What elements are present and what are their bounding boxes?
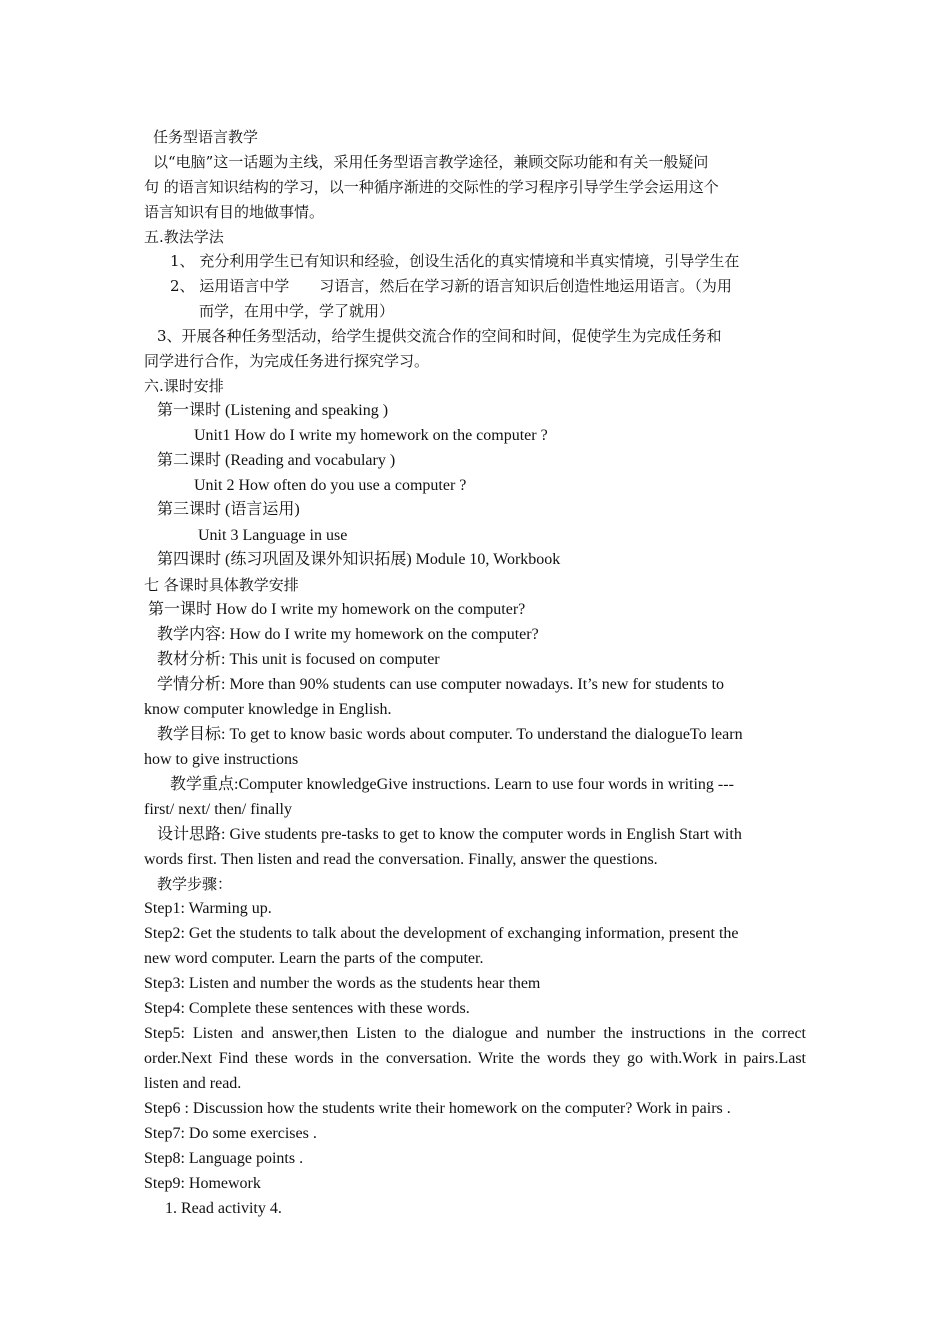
- step-line: Step1: Warming up.: [144, 900, 272, 917]
- step-line: Step4: Complete these sentences with these words.: [144, 1000, 470, 1017]
- list-item: 1. Read activity 4.: [165, 1200, 282, 1217]
- text-line: 设计思路: Give students pre-tasks to get to know the computer words in English Start with: [157, 826, 742, 843]
- text-line: how to give instructions: [144, 751, 299, 768]
- list-item: 2、 运用语言中学 习语言，然后在学习新的语言知识后创造性地运用语言。（为用: [170, 277, 732, 295]
- text-line: know computer knowledge in English.: [144, 701, 392, 718]
- step-line: Step7: Do some exercises .: [144, 1125, 317, 1142]
- text-line: 第一课时 (Listening and speaking ): [157, 402, 389, 419]
- step-line: Step6 : Discussion how the students write their homework on the computer? Work in pairs .: [144, 1100, 731, 1117]
- text-line: 第一课时 How do I write my homework on the computer?: [148, 601, 526, 618]
- text-line: 教学目标: To get to know basic words about computer. To understand the dialogueTo learn: [157, 726, 743, 743]
- step-line: Step8: Language points .: [144, 1150, 304, 1167]
- text-line: 教学重点:Computer knowledgeGive instructions. Learn to use four words in writing ---: [170, 776, 734, 793]
- text-line: 第四课时 (练习巩固及课外知识拓展) Module 10, Workbook: [157, 551, 561, 568]
- text-line: 教学步骤：: [157, 875, 233, 893]
- text-line: 第二课时 (Reading and vocabulary ): [157, 452, 396, 469]
- text-line: Unit 3 Language in use: [198, 527, 348, 544]
- section-heading: 七 各课时具体教学安排: [144, 576, 299, 594]
- section-heading: 五.教法学法: [144, 228, 224, 246]
- text-line: Unit 2 How often do you use a computer ?: [194, 477, 467, 494]
- step-line: Step3: Listen and number the words as the students hear them: [144, 975, 541, 992]
- text-line: listen and read.: [144, 1075, 242, 1092]
- text-line: 同学进行合作，为完成任务进行探究学习。: [144, 352, 430, 370]
- text-line: 以“电脑”这一话题为主线，采用任务型语言教学途径，兼顾交际功能和有关一般疑问: [153, 153, 709, 171]
- text-line: words first. Then listen and read the conversation. Finally, answer the questions.: [144, 851, 658, 868]
- step-line: Step2: Get the students to talk about the development of exchanging information, present the: [144, 925, 739, 942]
- list-item: 3、开展各种任务型活动，给学生提供交流合作的空间和时间，促使学生为完成任务和: [157, 327, 722, 345]
- text-line: new word computer. Learn the parts of the computer.: [144, 950, 484, 967]
- section-heading: 六.课时安排: [144, 377, 224, 395]
- text-line: order.Next Find these words in the conversation. Write the words they go with.Work in pairs.Last: [144, 1050, 806, 1067]
- text-line: 句 的语言知识结构的学习，以一种循序渐进的交际性的学习程序引导学生学会运用这个: [144, 178, 719, 196]
- step-line: Step9: Homework: [144, 1175, 261, 1192]
- text-line: first/ next/ then/ finally: [144, 801, 292, 818]
- text-line: 第三课时 (语言运用): [157, 501, 300, 518]
- list-item: 1、 充分利用学生已有知识和经验，创设生活化的真实情境和半真实情境，引导学生在: [170, 252, 740, 270]
- text-line: 教学内容: How do I write my homework on the computer?: [157, 626, 539, 643]
- text-line: 学情分析: More than 90% students can use computer nowadays. It’s new for students to: [157, 676, 725, 693]
- text-line: 教材分析: This unit is focused on computer: [157, 651, 440, 668]
- text-line: Unit1 How do I write my homework on the computer ?: [194, 427, 548, 444]
- step-line: Step5: Listen and answer,then Listen to the dialogue and number the instructions in the correct: [144, 1025, 806, 1042]
- text-line: 语言知识有目的地做事情。: [144, 203, 325, 221]
- text-line: 而学，在用中学，学了就用）: [199, 302, 395, 320]
- text-line: 任务型语言教学: [153, 128, 259, 146]
